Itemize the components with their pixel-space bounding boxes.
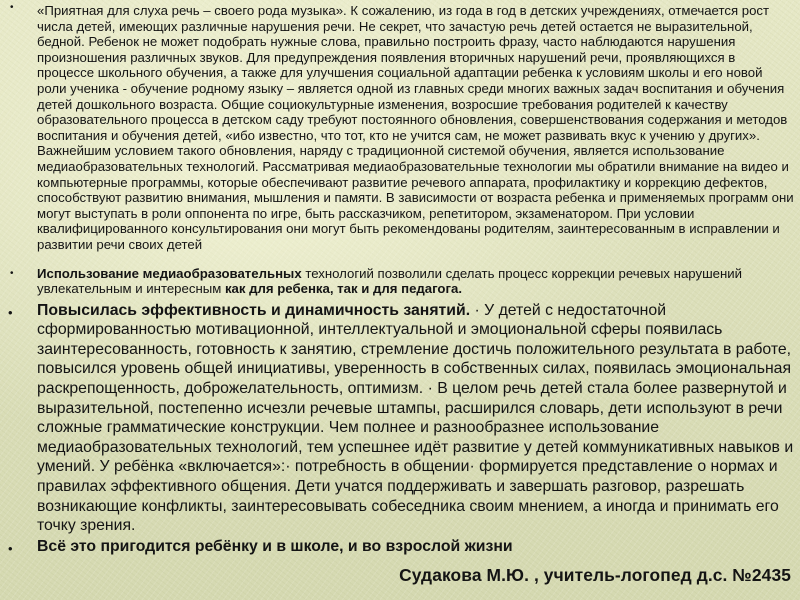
- paragraph-results-lead: Повысилась эффективность и динамичность занятий.: [37, 301, 471, 319]
- bullet-icon: •: [8, 540, 13, 556]
- bullet-icon: •: [10, 267, 14, 279]
- paragraph-results-body: · У детей с недостаточной сформированностью мотивационной, интеллектуальной и эмоциональной сферы появилась заинтересованность, готовность к занятию, стремление достичь положительного результата в работе, повысился уровень общей инициативы, уверенность в собственных силах, появилась эмоциональная раскрепощенность, доброжелательность, оптимизм. · В целом речь детей стала более развернутой и выразительной, постепенно исчезли речевые штампы, расширился словарь, дети используют в речи сложные грамматические конструкции. Чем полнее и разнообразнее использование медиаобразовательных технологий, тем успешнее идёт развитие у детей коммуникативных навыков и умений. У ребёнка «включается»:· потребность в общении· формируется представление о нормах и правилах эффективного общения. Дети учатся поддерживать и завершать разговор, разрешать возникающие конфликты, заинтересовывать собеседника своим мнением, а иногда и принимать его точку зрения.: [37, 301, 794, 535]
- bullet-icon: •: [8, 304, 13, 320]
- paragraph-media-lead: Использование медиаобразовательных: [37, 265, 302, 281]
- list-item: [0, 301, 800, 536]
- list-item: [0, 537, 800, 557]
- paragraph-media-tail: как для ребенка, так и для педагога.: [221, 281, 462, 297]
- list-item: [0, 0, 800, 253]
- bullet-icon: •: [10, 2, 14, 13]
- paragraph-media-middle: технологий позволили сделать процесс коррекции речевых нарушений увлекательным и интересным: [37, 265, 742, 297]
- paragraph-intro: «Приятная для слуха речь – своего рода музыка». К сожалению, из года в год в детских учреждениях, отмечается рост числа детей, имеющих различные нарушения речи. Не секрет, что зачастую речь детей остается не выразительной, бедной. Ребенок не может подобрать нужные слова, правильно построить фразу, часто наблюдаются нарушения произношения различных звуков. Для предупреждения появления вторичных нарушений речи, проявляющихся в процессе школьного обучения, а также для улучшения социальной адаптации ребенка к условиям школы и его новой роли ученика - обучение родному языку – является одной из главных среди многих важных задач воспитания и обучения детей дошкольного возраста. Общие социокультурные изменения, возросшие требования родителей к качеству образовательного процесса в детском саду требуют постоянного обновления, совершенствования содержания и методов воспитания и обучения детей, «ибо известно, что тот, кто не учится сам, не может развивать вкус к учению у других». Важнейшим условием такого обновления, наряду с традиционной системой обучения, является использование медиаобразовательных технологий. Рассматривая медиаобразовательные технологии мы обратили внимание на видео и компьютерные программы, которые обеспечивают развитие речевого аппарата, профилактику и коррекцию дефектов, способствуют развитию внимания, мышления и памяти. В зависимости от возраста ребенка и применяемых программ они могут выступать в роли оппонента по игре, быть рассказчиком, репетитором, экзаменатором. При условии квалифицированного консультирования они могут быть рекомендованы родителям, заинтересованным в исправлении и развитии речи своих детей: [37, 3, 794, 252]
- author-signature: Судакова М.Ю. , учитель-логопед д.с. №2435: [399, 565, 791, 585]
- list-item: [0, 266, 800, 297]
- paragraph-conclusion: Всё это пригодится ребёнку и в школе, и во взрослой жизни: [37, 537, 513, 555]
